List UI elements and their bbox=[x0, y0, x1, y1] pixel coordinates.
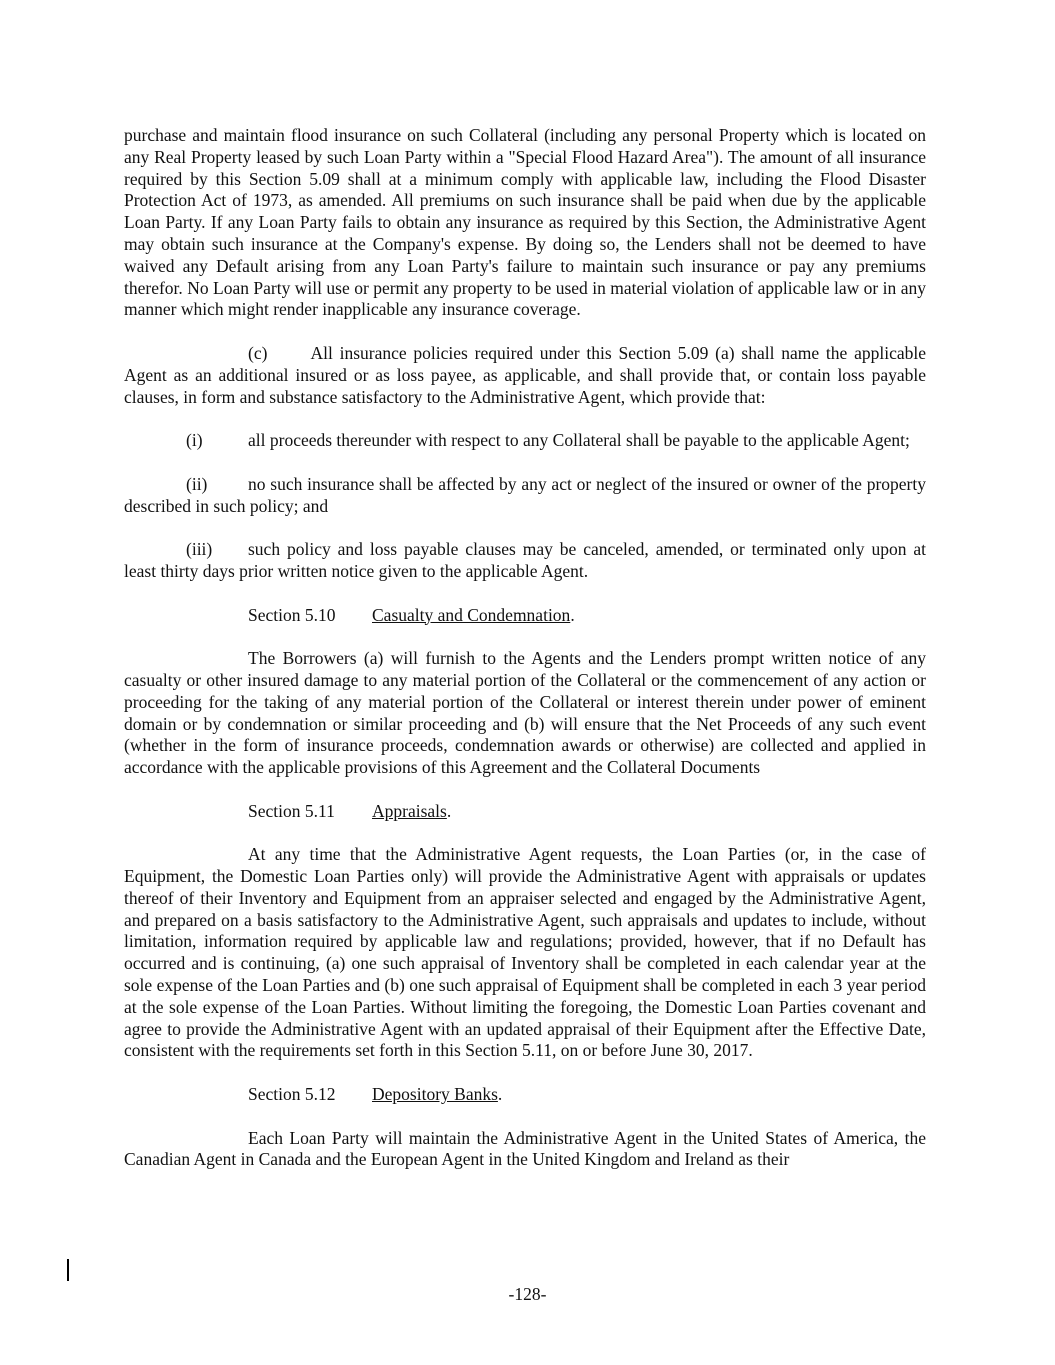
page-body bbox=[124, 125, 926, 1171]
list-item-iii-text: such policy and loss payable clauses may be canceled, amended, or terminated only upon at least thirty days prior written notice given to the applicable Agent. bbox=[124, 539, 926, 581]
list-item-i-label: (i) bbox=[186, 430, 203, 451]
list-item-iii-label: (iii) bbox=[186, 539, 213, 560]
section-number-5-10: Section 5.10 bbox=[248, 604, 336, 625]
section-heading-5-12 bbox=[124, 1084, 926, 1106]
paragraph-appraisals: At any time that the Administrative Agent requests, the Loan Parties (or, in the case of Equipment, the Domestic Loan Parties only) will provide the Administrative Agent with appraisals or updates thereof of their Inventory and Equipment from an appraiser selected and engaged by the Administrative Agent, and prepared on a basis satisfactory to the Administrative Agent, such appraisals and updates to include, without limitation, information required by applicable law and regulations; provided, however, that if no Default has occurred and is continuing, (a) one such appraisal of Inventory shall be completed in each calendar year at the sole expense of the Loan Parties and (b) one such appraisal of Equipment shall be completed in each 3 year period at the sole expense of the Loan Parties. Without limiting the foregoing, the Domestic Loan Parties covenant and agree to provide the Administrative Agent with an updated appraisal of their Equipment after the Effective Date, consistent with the requirements set forth in this Section 5.11, on or before June 30, 2017. bbox=[124, 844, 926, 1061]
paragraph-depository-banks: Each Loan Party will maintain the Administrative Agent in the United States of America, the Canadian Agent in Canada and the European Agent in the United Kingdom and Ireland as their bbox=[124, 1127, 926, 1170]
section-heading-5-10 bbox=[124, 605, 926, 627]
list-item-i-text: all proceeds thereunder with respect to any Collateral shall be payable to the applicable Agent; bbox=[248, 430, 910, 451]
section-title-suffix: . bbox=[497, 1084, 503, 1105]
section-title-suffix: . bbox=[570, 604, 575, 625]
paragraph-casualty: The Borrowers (a) will furnish to the Agents and the Lenders prompt written notice of any casualty or other insured damage to any material portion of the Collateral or the commencement of any action or proceeding for the taking of any material portion of the Collateral or interest therein under power of eminent domain or by condemnation or similar proceeding and (b) will ensure that the Net Proceeds of any such event (whether in the form of insurance proceeds, condemnation awards or otherwise) are collected and applied in accordance with the applicable provisions of this Agreement and the Collateral Documents bbox=[124, 648, 926, 778]
section-title-5-10: Casualty and Condemnation bbox=[372, 604, 571, 625]
section-number-5-11: Section 5.11 bbox=[248, 800, 335, 821]
list-item-i bbox=[124, 430, 926, 452]
list-item-ii bbox=[124, 474, 926, 518]
section-title-5-11: Appraisals bbox=[372, 800, 447, 821]
list-item-ii-label: (ii) bbox=[186, 473, 208, 494]
revision-change-bar bbox=[67, 1259, 69, 1281]
list-item-ii-text: no such insurance shall be affected by any act or neglect of the insured or owner of the property described in such policy; and bbox=[124, 473, 926, 516]
section-number-5-12: Section 5.12 bbox=[248, 1084, 336, 1105]
section-title-5-12: Depository Banks bbox=[372, 1084, 498, 1105]
paragraph-c bbox=[124, 343, 926, 408]
paragraph-c-label: (c) bbox=[248, 342, 268, 363]
list-item-iii bbox=[124, 539, 926, 583]
section-heading-5-11 bbox=[124, 801, 926, 823]
paragraph-flood-insurance: purchase and maintain flood insurance on such Collateral (including any personal Property which is located on any Real Property leased by such Loan Party within a "Special Flood Hazard Area"). The amount of all insurance required by this Section 5.09 shall at a minimum comply with applicable law, including the Flood Disaster Protection Act of 1973, as amended. All premiums on such insurance shall be paid when due by the applicable Loan Party. If any Loan Party fails to obtain any insurance as required by this Section, the Administrative Agent may obtain such insurance at the Company's expense. By doing so, the Lenders shall not be deemed to have waived any Default arising from any Loan Party's failure to maintain such insurance or pay any premiums therefor. No Loan Party will use or permit any property to be used in material violation of applicable law or in any manner which might render inapplicable any insurance coverage. bbox=[124, 125, 926, 320]
section-title-suffix: . bbox=[446, 800, 452, 821]
paragraph-c-text: All insurance policies required under this Section 5.09 (a) shall name the applicable Agent as an additional insured or as loss payee, as applicable, and shall provide that, or contain loss payable clauses, in form and substance satisfactory to the Administrative Agent, which provide that: bbox=[124, 342, 926, 407]
page-number: -128- bbox=[508, 1284, 547, 1304]
